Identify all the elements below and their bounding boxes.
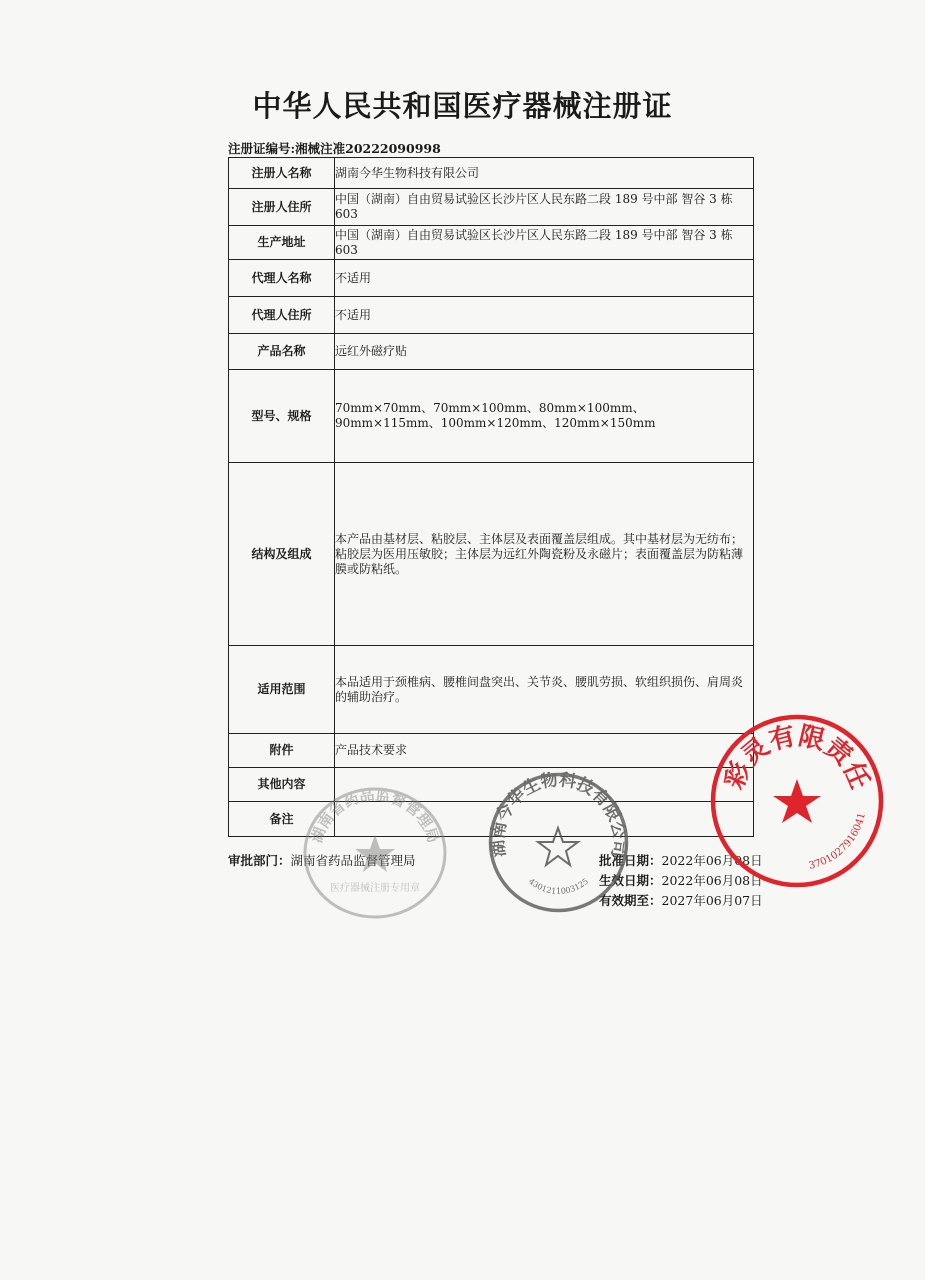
company-seal-text: 湖南今华生物科技有限公司 xyxy=(487,770,630,859)
scope-of-application: 本品适用于颈椎病、腰椎间盘突出、关节炎、腰肌劳损、软组织损伤、肩周炎的辅助治疗。 xyxy=(335,646,754,734)
field-label: 结构及组成 xyxy=(229,463,335,646)
field-label: 适用范围 xyxy=(229,646,335,734)
field-label: 产品名称 xyxy=(229,334,335,370)
red-seal-star-icon xyxy=(773,779,821,823)
approval-date: 2022年06月08日 xyxy=(661,853,763,868)
model-specification: 70mm×70mm、70mm×100mm、80mm×100mm、 90mm×115mm、100mm×120mm、120mm×150mm xyxy=(335,370,754,463)
authority-name: 湖南省药品监督管理局 xyxy=(290,853,416,868)
expiry-date: 2027年06月07日 xyxy=(661,893,763,908)
agent-name: 不适用 xyxy=(335,260,754,297)
table-row xyxy=(229,260,754,297)
table-row xyxy=(229,646,754,734)
table-row xyxy=(229,189,754,226)
issue-date: 2022年06月08日 xyxy=(661,873,763,888)
authority-label: 审批部门： xyxy=(228,853,291,868)
certificate-number-value: 湘械注准20222090998 xyxy=(295,141,441,156)
approval-date-label: 批准日期： xyxy=(599,853,662,868)
field-label: 注册人住所 xyxy=(229,189,335,226)
production-address: 中国（湖南）自由贸易试验区长沙片区人民东路二段 189 号中部 智谷 3 栋 603 xyxy=(335,226,754,260)
field-label: 附件 xyxy=(229,734,335,768)
company-seal xyxy=(486,770,631,915)
field-label: 型号、规格 xyxy=(229,370,335,463)
table-row xyxy=(229,158,754,189)
red-company-seal xyxy=(694,689,886,890)
field-label: 备注 xyxy=(229,802,335,837)
field-label: 其他内容 xyxy=(229,768,335,802)
document-title: 中华人民共和国医疗器械注册证 xyxy=(252,89,673,123)
agent-address: 不适用 xyxy=(335,297,754,334)
table-row xyxy=(229,226,754,260)
agency-seal-text: 湖南省药品监督管理局 xyxy=(307,785,443,846)
table-row xyxy=(229,297,754,334)
company-seal-code: 4301211003125 xyxy=(526,876,591,896)
registrant-address: 中国（湖南）自由贸易试验区长沙片区人民东路二段 189 号中部 智谷 3 栋 603 xyxy=(335,189,754,226)
agency-seal-star-icon xyxy=(355,835,395,872)
structure-composition: 本产品由基材层、粘胶层、主体层及表面覆盖层组成。其中基材层为无纺布；粘胶层为医用压敏胶；主体层为远红外陶瓷粉及永磁片；表面覆盖层为防粘薄膜或防粘纸。 xyxy=(335,463,754,646)
red-seal-text: 济南彩灵有限责任公司 xyxy=(694,689,875,794)
company-seal-star-icon xyxy=(538,828,578,865)
attachments: 产品技术要求 xyxy=(335,734,754,768)
red-seal-code: 3701027916041 xyxy=(807,811,868,872)
registration-table xyxy=(228,157,754,837)
agency-seal xyxy=(300,783,450,923)
registrant-name: 湖南今华生物科技有限公司 xyxy=(335,158,754,189)
field-label: 代理人住所 xyxy=(229,297,335,334)
field-label: 生产地址 xyxy=(229,226,335,260)
table-row xyxy=(229,734,754,768)
issue-date-label: 生效日期： xyxy=(599,873,662,888)
product-name: 远红外磁疗贴 xyxy=(335,334,754,370)
field-label: 注册人名称 xyxy=(229,158,335,189)
certificate-number-label: 注册证编号: xyxy=(228,141,296,156)
certificate-number xyxy=(228,139,441,157)
table-row xyxy=(229,334,754,370)
agency-seal-inner-text: 医疗器械注册专用章 xyxy=(330,883,420,894)
field-label: 代理人名称 xyxy=(229,260,335,297)
table-row xyxy=(229,370,754,463)
table-row xyxy=(229,463,754,646)
expiry-date-label: 有效期至： xyxy=(599,893,662,908)
